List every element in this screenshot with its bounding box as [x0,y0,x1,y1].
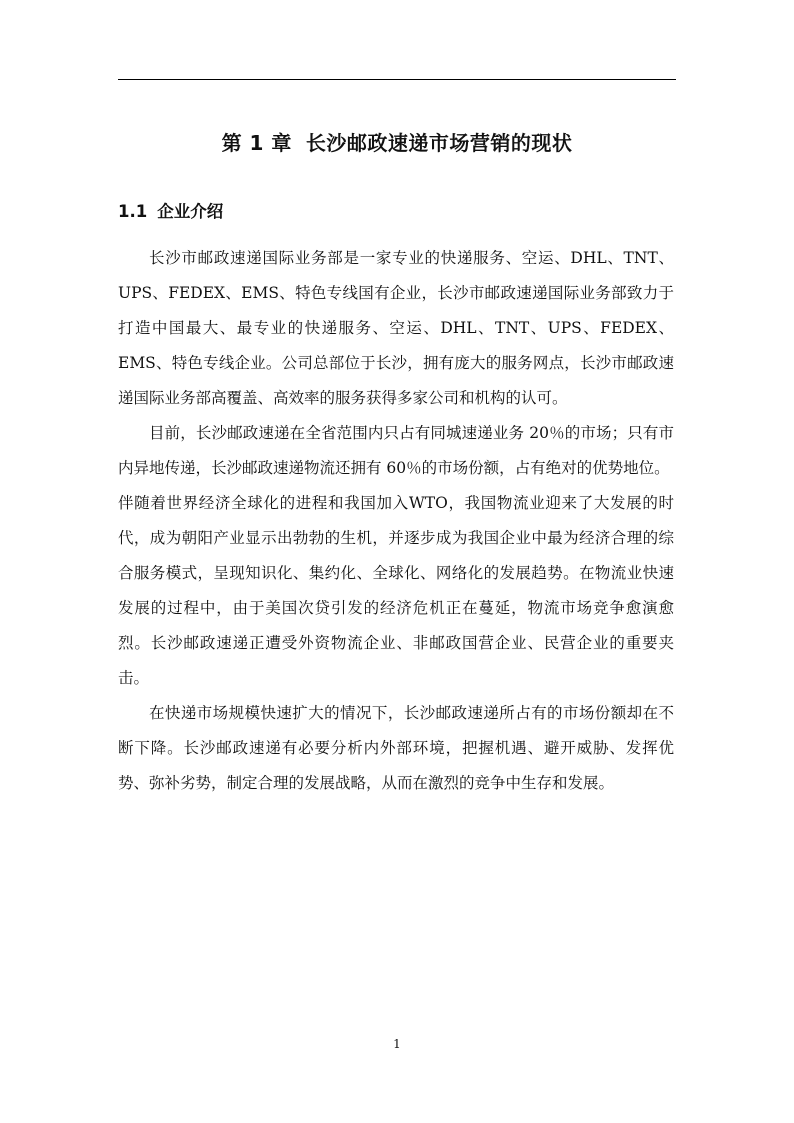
section-title-text: 企业介绍 [157,202,224,221]
paragraph-strategy: 在快递市场规模快速扩大的情况下，长沙邮政速递所占有的市场份额却在不断下降。长沙邮政速递有必要分析内外部环境，把握机遇、避开威胁、发挥优势、弥补劣势，制定合理的发展战略，从而在激烈的竞争中生存和发展。 [118,704,674,792]
section-number: 1.1 [118,202,148,221]
body-text [118,241,674,801]
chapter-title-text: 长沙邮政速递市场营销的现状 [305,131,573,155]
paragraph-company-intro: 长沙市邮政速递国际业务部是一家专业的快递服务、空运、DHL、TNT、UPS、FEDEX、EMS、特色专线国有企业，长沙市邮政速递国际业务部致力于打造中国最大、最专业的快递服务、空运、DHL、TNT、UPS、FEDEX、EMS、特色专线企业。公司总部位于长沙，拥有庞大的服务网点，长沙市邮政速递国际业务部高覆盖、高效率的服务获得多家公司和机构的认可。 [118,249,674,407]
paragraph-market-share: 目前，长沙邮政速递在全省范围内只占有同城速递业务 20％的市场；只有市内异地传递，长沙邮政速递物流还拥有 60％的市场份额，占有绝对的优势地位。 [118,424,674,477]
page-number: 1 [393,1037,401,1051]
header-rule [118,79,676,80]
chapter-title [118,128,676,158]
section-title [118,198,676,226]
paragraph-industry-background: 伴随着世界经济全球化的进程和我国加入WTO，我国物流业迎来了大发展的时代，成为朝阳产业显示出勃勃的生机，并逐步成为我国企业中最为经济合理的综合服务模式，呈现知识化、集约化、全球化、网络化的发展趋势。在物流业快速发展的过程中，由于美国次贷引发的经济危机正在蔓延，物流市场竞争愈演愈烈。长沙邮政速递正遭受外资物流企业、非邮政国营企业、民营企业的重要夹击。 [118,494,674,687]
chapter-number: 第 1 章 [221,131,292,155]
